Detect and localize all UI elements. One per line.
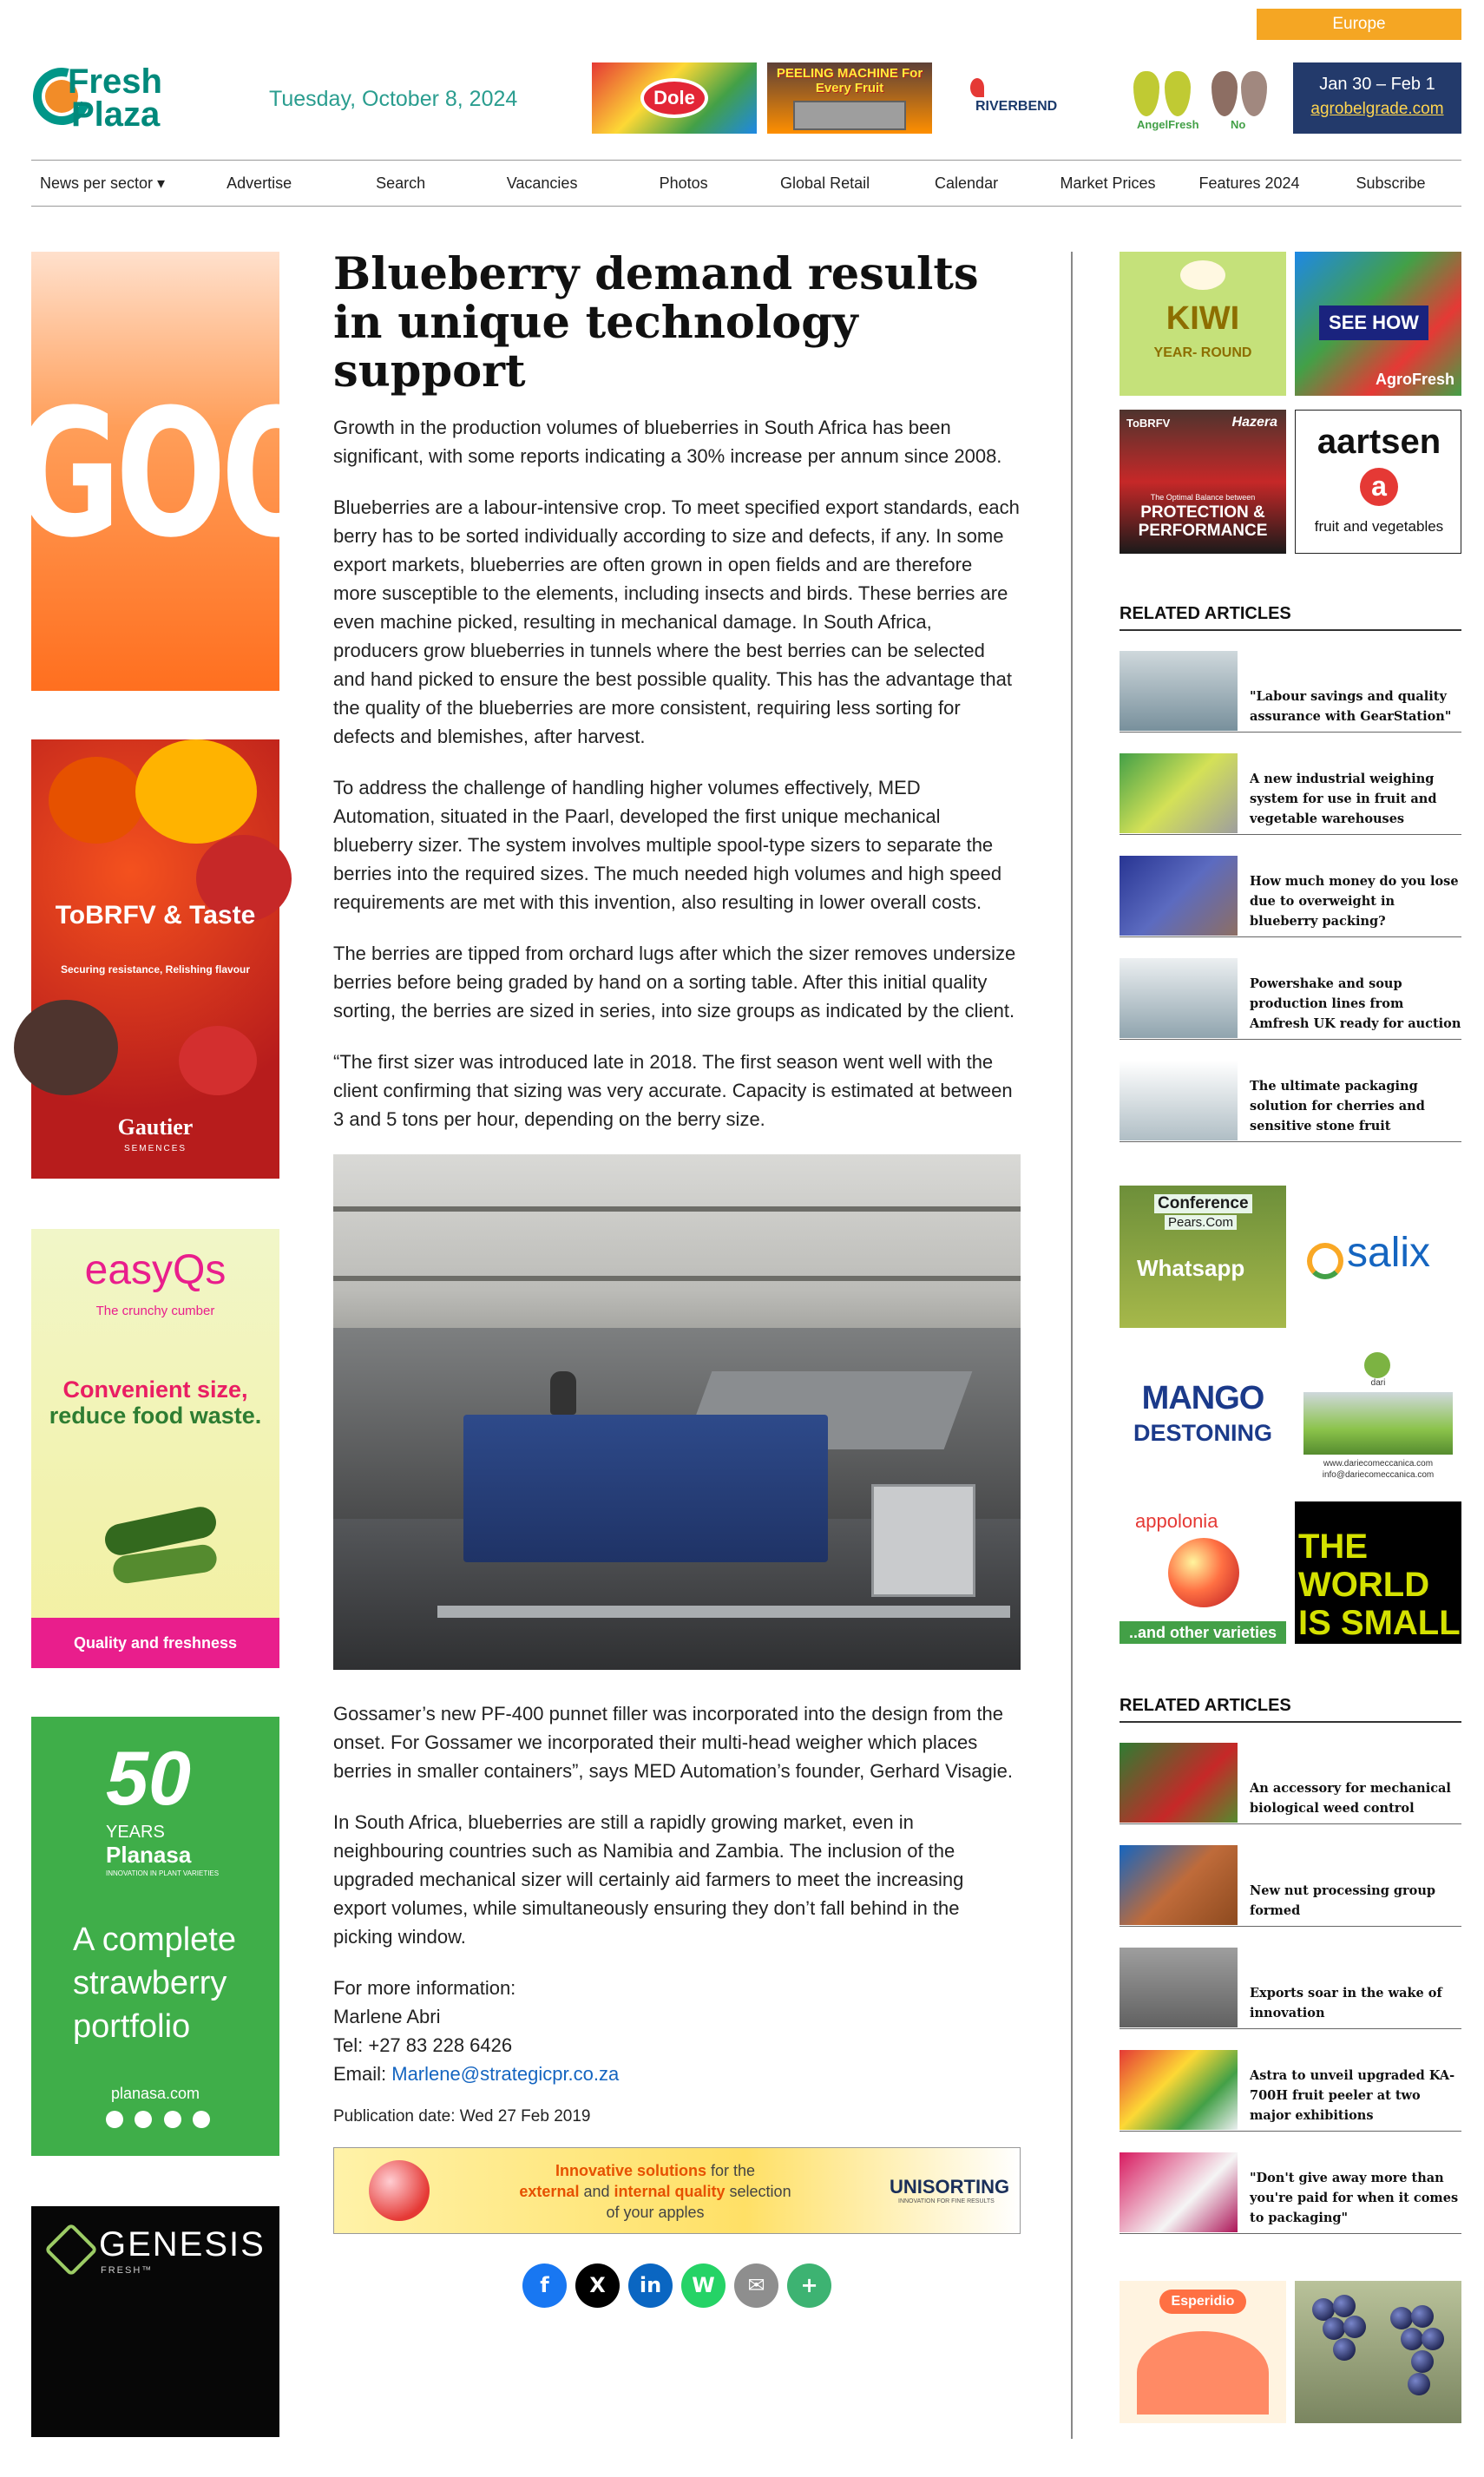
genesis-logo-icon — [44, 2223, 98, 2277]
mango-text: MANGO — [1141, 1380, 1264, 1416]
current-date: Tuesday, October 8, 2024 — [269, 87, 518, 111]
esperidio-logo: Esperidio — [1159, 2290, 1246, 2314]
planasa-headline — [73, 1918, 236, 2048]
right-ad-world-is-small[interactable] — [1295, 1501, 1461, 1644]
photo-sizer — [463, 1415, 828, 1562]
article-paragraph: In South Africa, blueberries are still a rapidly growing market, even in neighbouring countries such as Namibia and Zambia. The inclusion of the upgraded mechanical sizer will certainly aid farmers to meet the increasing export volumes, while simultaneously ensuring they don’t fall behind in the picking window. — [333, 1811, 964, 1948]
header-ad-agrobel[interactable] — [1293, 62, 1461, 134]
photo-beam — [333, 1206, 1021, 1212]
dari-urls — [1295, 1458, 1461, 1481]
appolonia-bar: ..and other varieties — [1120, 1621, 1286, 1644]
genesis-logo: GENESIS — [99, 2225, 266, 2263]
grape-image — [1411, 2305, 1434, 2328]
related-article-item[interactable] — [1120, 958, 1461, 1040]
aartsen-sub: fruit and vegetables — [1314, 518, 1444, 535]
related-article-item[interactable] — [1120, 753, 1461, 835]
grape-image — [1408, 2373, 1430, 2395]
hazera-headline: PROTECTION & PERFORMANCE — [1138, 503, 1268, 540]
related-article-item[interactable] — [1120, 1845, 1461, 1927]
world-text — [1298, 1528, 1461, 1642]
linkedin-icon — [106, 2111, 123, 2128]
related-article-title[interactable]: New nut processing group formed — [1250, 1883, 1436, 1918]
riverbend-logo: RIVERBEND — [975, 99, 1058, 114]
instagram-icon — [164, 2111, 181, 2128]
facebook-share-icon[interactable]: f — [522, 2263, 567, 2308]
right-ad-aartsen[interactable] — [1295, 410, 1461, 554]
unisorting-line1-highlight: Innovative solutions — [555, 2162, 706, 2179]
related-article-title[interactable]: Astra to unveil upgraded KA-700H fruit peeler at two major exhibitions — [1250, 2068, 1455, 2123]
tobrfv-logo: ToBRFV — [1126, 417, 1171, 430]
nav-calendar[interactable]: Calendar — [935, 174, 999, 192]
easyqs-logo: easyQs — [84, 1247, 227, 1293]
planasa-website: planasa.com — [110, 2085, 200, 2102]
tomato-image — [49, 757, 144, 844]
tobrfv-subtitle: Securing resistance, Relishing flavour — [60, 963, 251, 976]
unisorting-line3: of your apples — [606, 2204, 705, 2221]
left-ad-planasa[interactable] — [31, 1717, 279, 2156]
grape-image — [1422, 2328, 1444, 2350]
related-article-title[interactable]: Exports soar in the wake of innovation — [1250, 1986, 1442, 2020]
column-divider — [1071, 252, 1073, 2439]
nav-global-retail[interactable]: Global Retail — [780, 174, 870, 192]
contact-email-row — [333, 2060, 1021, 2088]
planasa-line3: portfolio — [73, 2008, 191, 2045]
related-thumb — [1120, 2152, 1238, 2232]
pear-icon — [1241, 71, 1267, 116]
article — [333, 250, 1021, 2310]
right-ad-esperidio[interactable] — [1120, 2281, 1286, 2423]
unisorting-line1 — [508, 2160, 803, 2181]
good-ad-text: GOOD — [14, 372, 430, 577]
right-ad-salix[interactable] — [1295, 1186, 1461, 1328]
contact-email-link[interactable]: Marlene@strategicpr.co.za — [391, 2063, 620, 2085]
salix-logo-icon — [1307, 1243, 1343, 1279]
grape-image — [1343, 2316, 1366, 2338]
related-article-title[interactable]: An accessory for mechanical biological weed control — [1250, 1781, 1451, 1816]
header-ad-peeling-machine[interactable] — [767, 62, 932, 134]
related-thumb — [1120, 958, 1238, 1038]
pear-icon — [1165, 71, 1191, 116]
main-nav — [31, 160, 1461, 207]
related-articles-heading: RELATED ARTICLES — [1120, 1696, 1461, 1723]
unisorting-ad-text — [508, 2160, 803, 2223]
riverbend-leaf-icon — [970, 78, 984, 97]
related-thumb — [1120, 753, 1238, 833]
more-share-icon[interactable]: + — [787, 2263, 831, 2308]
x-share-icon[interactable]: X — [575, 2263, 620, 2308]
kiwi-text: KIWI — [1166, 300, 1240, 337]
unisorting-line2-d: selection — [725, 2183, 791, 2200]
nav-subscribe[interactable]: Subscribe — [1356, 174, 1426, 192]
easyqs-tagline: The crunchy cumber — [95, 1304, 215, 1318]
freshplaza-logo[interactable] — [33, 62, 207, 134]
related-thumb — [1120, 1845, 1238, 1925]
unisorting-logo: UNISORTING — [890, 2176, 1010, 2198]
agrobel-link[interactable]: agrobelgrade.com — [1310, 100, 1444, 118]
left-ad-genesis[interactable] — [31, 2206, 279, 2437]
email-share-icon[interactable]: ✉ — [734, 2263, 778, 2308]
easyqs-bar: Quality and freshness — [31, 1618, 279, 1668]
contact-info — [333, 1974, 1021, 2088]
pear-icon — [1211, 71, 1238, 116]
nav-advertise[interactable]: Advertise — [227, 174, 292, 192]
article-photo-sizer-machine[interactable] — [333, 1154, 1021, 1670]
related-article-item[interactable] — [1120, 1743, 1461, 1824]
related-article-title[interactable]: The ultimate packaging solution for cherries and sensitive stone fruit — [1250, 1079, 1425, 1133]
article-paragraph: “The first sizer was introduced late in 2018. The first season went well with the client confirming that sizing was very accurate. Capacity is estimated at between 3 and 5 tons per hour, depending on the berry size. — [333, 1051, 1013, 1130]
world-line1: THE — [1298, 1528, 1368, 1566]
related-article-item[interactable] — [1120, 1061, 1461, 1142]
article-title: Blueberry demand results in unique technology support — [333, 248, 979, 398]
contact-name: Marlene Abri — [333, 2006, 441, 2027]
tomato-image — [135, 739, 257, 844]
aartsen-apple-icon: a — [1360, 468, 1398, 506]
unisorting-logo-sub: INNOVATION FOR FINE RESULTS — [898, 2198, 995, 2204]
angelfresh-label: AngelFresh — [1137, 118, 1199, 131]
nav-news-per-sector[interactable]: News per sector ▾ — [40, 174, 166, 192]
planasa-social-icons — [106, 2111, 210, 2128]
right-ad-conference-pears[interactable] — [1120, 1186, 1286, 1328]
right-ad-appolonia[interactable] — [1120, 1501, 1286, 1644]
related-article-title[interactable]: A new industrial weighing system for use in fruit and vegetable warehouses — [1250, 772, 1437, 826]
conference-sub: Pears.Com — [1165, 1215, 1237, 1230]
destoning-text: DESTONING — [1133, 1420, 1273, 1446]
article-paragraph: Blueberries are a labour-intensive crop. To meet specified export standards, each berry has to be sorted individually according to size and defects, if any. In some export markets, blueberries are often grown in open fields and are therefore more susceptible to the elements, including insects and birds. These berries are even machine picked, resulting in mechanical damage. In South Africa, producers grow blueberries in tunnels where the best berries can be selected and hand picked to ensure the best possible quality. This has the advantage that the quality of the blueberries are more consistent, requiring less sorting for defects and blemishes, after harvest. — [333, 496, 1020, 747]
info-heading: For more information: — [333, 1977, 516, 1999]
grape-image — [1390, 2307, 1413, 2329]
easyqs-message — [31, 1376, 279, 1429]
region-selector[interactable]: Europe — [1257, 9, 1461, 40]
gautier-logo-sub: SEMENCES — [123, 1144, 187, 1153]
unisorting-line2-c: internal quality — [614, 2183, 726, 2200]
article-paragraph: To address the challenge of handling higher volumes effectively, MED Automation, situated in the Paarl, developed the first unique mechanical blueberry sizer. The system involves multiple spool-type sizers to separate the berries into the required sizes. The much needed high volumes and high speed requirements are met with this invention, also resulting in lower overall costs. — [333, 777, 1002, 913]
planasa-line2: strawberry — [73, 1965, 227, 2001]
right-ad-dari[interactable] — [1295, 1344, 1461, 1486]
grape-image — [1411, 2350, 1434, 2373]
tomato-image — [179, 1026, 257, 1095]
peeling-ad-text: PEELING MACHINE For Every Fruit — [776, 66, 923, 95]
pear-icon — [1133, 71, 1159, 116]
grape-image — [1333, 2338, 1356, 2361]
tobrfv-title: ToBRFV & Taste — [55, 901, 256, 930]
angel-no-label: No — [1231, 118, 1246, 131]
nav-vacancies[interactable]: Vacancies — [506, 174, 578, 192]
dari-url: www.dariecomeccanica.com — [1323, 1459, 1434, 1468]
dari-logo: dari — [1370, 1378, 1386, 1388]
header-ad-angelfresh[interactable] — [1120, 62, 1276, 134]
photo-tank — [871, 1484, 975, 1597]
related-articles-heading: RELATED ARTICLES — [1120, 604, 1461, 631]
unisorting-line2 — [508, 2181, 803, 2202]
facebook-icon — [135, 2111, 152, 2128]
nav-features-2024[interactable]: Features 2024 — [1198, 174, 1300, 192]
dari-logo-icon — [1364, 1352, 1390, 1378]
photo-person — [550, 1371, 576, 1415]
photo-rail — [437, 1606, 1010, 1618]
appolonia-logo: appolonia — [1135, 1510, 1218, 1532]
share-bar — [333, 2263, 1021, 2310]
left-ad-good[interactable] — [14, 252, 430, 691]
avesol-logo-icon — [1180, 260, 1225, 290]
greenhouse-image — [1303, 1392, 1453, 1455]
agrobel-dates: Jan 30 – Feb 1 — [1319, 75, 1435, 94]
related-article-item[interactable] — [1120, 651, 1461, 733]
right-ad-agrofresh[interactable] — [1295, 252, 1461, 396]
logo-text-fresh: Fresh — [68, 62, 162, 101]
grape-image — [1333, 2295, 1356, 2317]
related-thumb — [1120, 651, 1238, 731]
whatsapp-label: Whatsapp — [1137, 1255, 1245, 1281]
article-paragraph: The berries are tipped from orchard lugs after which the sizer removes undersize berries before being graded by hand on a sorting table. After this initial quality sorting, the berries are sized in series, into size groups as indicated by the client. — [333, 943, 1016, 1022]
related-thumb — [1120, 1948, 1238, 2027]
related-thumb — [1120, 1061, 1238, 1140]
related-article-title[interactable]: "Don't give away more than you're paid for when it comes to packaging" — [1250, 2171, 1459, 2225]
publication-date: Publication date: Wed 27 Feb 2019 — [333, 2107, 591, 2125]
dole-logo: Dole — [640, 78, 708, 118]
related-article-item[interactable] — [1120, 2152, 1461, 2234]
hazera-logo: Hazera — [1231, 415, 1277, 430]
unisorting-line1-rest: for the — [706, 2162, 756, 2179]
logo-text-plaza: Plaza — [71, 95, 161, 134]
left-ad-easyqs[interactable] — [31, 1229, 279, 1668]
linkedin-share-icon[interactable]: in — [628, 2263, 673, 2308]
tomato-image — [14, 1000, 118, 1095]
planasa-years: YEARS — [106, 1823, 165, 1842]
planasa-brand: Planasa — [106, 1842, 192, 1868]
genesis-logo-sub: FRESH™ — [101, 2265, 154, 2276]
header-ad-riverbend[interactable] — [963, 62, 1085, 134]
photo-beam — [333, 1276, 1021, 1281]
unisorting-line2-b: and — [579, 2183, 614, 2200]
contact-tel: Tel: +27 83 228 6426 — [333, 2034, 513, 2056]
easyqs-message-line1: Convenient size, — [62, 1376, 248, 1403]
planasa-brand-sub: INNOVATION IN PLANT VARIETIES — [106, 1869, 220, 1877]
email-label: Email: — [333, 2063, 392, 2085]
related-thumb — [1120, 856, 1238, 936]
easyqs-message-line2: reduce food waste. — [49, 1403, 262, 1429]
related-thumb — [1120, 2050, 1238, 2130]
related-article-item[interactable] — [1120, 856, 1461, 937]
left-ad-gautier-tobrfv[interactable] — [31, 739, 279, 1179]
grape-image — [1323, 2317, 1345, 2340]
salix-logo: salix — [1347, 1230, 1431, 1276]
article-paragraph: Gossamer’s new PF-400 punnet filler was incorporated into the design from the onset. For Gossamer we incorporated their multi-head weigher which places berries in smaller containers”, says MED Automation’s founder, Gerhard Visagie. — [333, 1703, 1013, 1782]
world-line3: IS SMALL — [1298, 1604, 1461, 1642]
right-ad-kiwi[interactable] — [1120, 252, 1286, 396]
see-how-button[interactable]: SEE HOW — [1319, 306, 1428, 340]
apple-image — [1168, 1538, 1239, 1607]
right-ad-grapes[interactable] — [1295, 2281, 1461, 2423]
x-icon — [193, 2111, 210, 2128]
article-ad-unisorting[interactable] — [333, 2147, 1021, 2234]
gautier-logo: Gautier — [117, 1114, 194, 1140]
nav-market-prices[interactable]: Market Prices — [1060, 174, 1156, 192]
aartsen-logo: aartsen — [1317, 423, 1441, 461]
grape-image — [1401, 2328, 1423, 2350]
header-ad-dole[interactable] — [592, 62, 757, 134]
article-paragraph: Growth in the production volumes of blueberries in South Africa has been significant, with some reports indicating a 30% increase per annum since 2008. — [333, 417, 1002, 467]
hazera-small-text: The Optimal Balance between — [1150, 493, 1256, 502]
right-ad-hazera[interactable] — [1120, 410, 1286, 554]
esperidio-image — [1137, 2331, 1269, 2415]
apple-image — [369, 2160, 430, 2221]
related-article-item[interactable] — [1120, 2050, 1461, 2132]
related-article-item[interactable] — [1120, 1948, 1461, 2029]
machine-image — [793, 101, 906, 130]
planasa-50: 50 — [106, 1735, 191, 1821]
agrofresh-logo: AgroFresh — [1375, 371, 1454, 388]
nav-photos[interactable]: Photos — [659, 174, 708, 192]
nav-search[interactable]: Search — [376, 174, 426, 192]
unisorting-line2-a: external — [519, 2183, 580, 2200]
right-ad-mango-destoning[interactable] — [1120, 1344, 1286, 1486]
related-article-title[interactable]: How much money do you lose due to overweight in blueberry packing? — [1250, 874, 1459, 929]
dari-email: info@dariecomeccanica.com — [1322, 1470, 1435, 1480]
kiwi-sub: YEAR- ROUND — [1153, 345, 1252, 360]
related-article-title[interactable]: "Labour savings and quality assurance with GearStation" — [1250, 689, 1452, 724]
whatsapp-share-icon[interactable]: W — [681, 2263, 726, 2308]
related-article-title[interactable]: Powershake and soup production lines from Amfresh UK ready for auction — [1250, 976, 1461, 1031]
conference-title: Conference — [1154, 1194, 1252, 1213]
planasa-line1: A complete — [73, 1922, 236, 1958]
related-thumb — [1120, 1743, 1238, 1823]
world-line2: WORLD — [1298, 1566, 1430, 1604]
